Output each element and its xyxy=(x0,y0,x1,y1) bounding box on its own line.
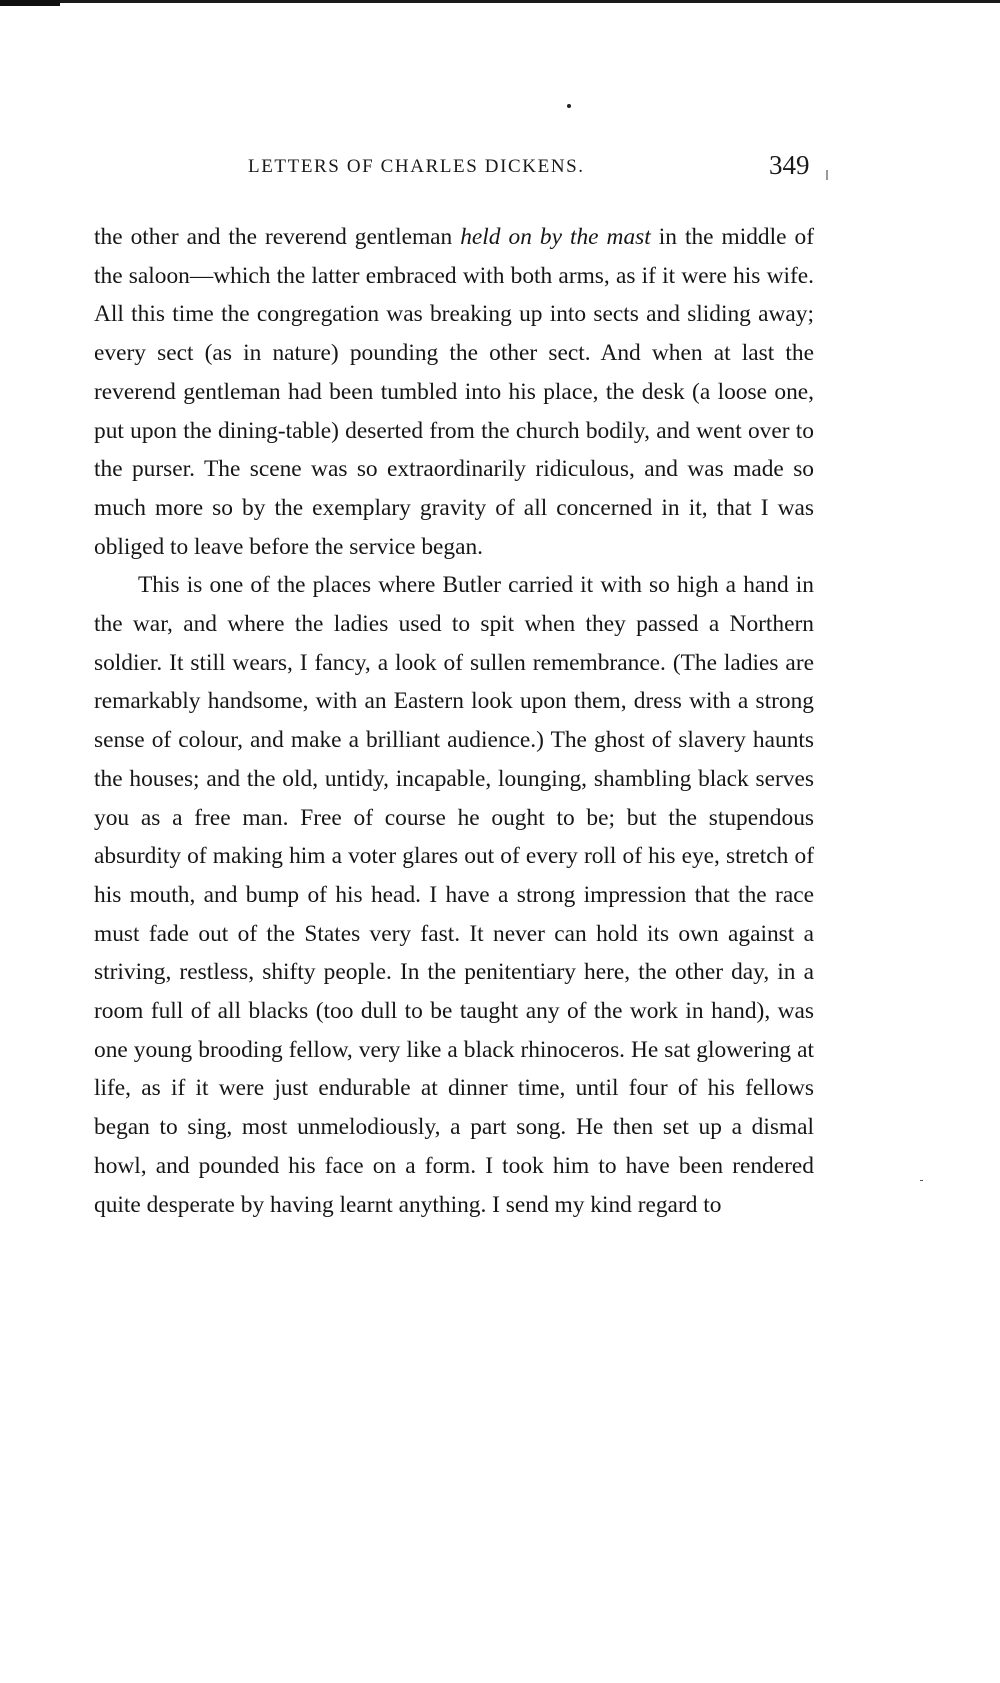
top-border-mark xyxy=(0,0,60,6)
paragraph-text: in the middle of the saloon—which the latter embraced with both arms, as if it were his wife. All this time the congregation was breaking up into sects and sliding away; every sect (as in nature) pounding the other sect. And when at last the reverend gentleman had been tumbled into his place, the desk (a loose one, put upon the dining-table) deserted from the church bodily, and went over to the purser. The scene was so extraordinarily ridiculous, and was made so much more so by the exemplary gravity of all concerned in it, that I was obliged to leave before the service began. xyxy=(94,224,814,560)
paragraph-text: the other and the reverend gentleman xyxy=(94,224,461,250)
italic-phrase: held on by the mast xyxy=(460,224,651,250)
body-text xyxy=(94,218,814,1224)
margin-mark xyxy=(826,170,828,180)
margin-mark xyxy=(920,1180,923,1181)
top-border-rule xyxy=(0,0,1000,8)
paragraph: This is one of the places where Butler carried it with so high a hand in the war, and where the ladies used to spit when they passed a Northern soldier. It still wears, I fancy, a look of sullen remembrance. (The ladies are remarkably handsome, with an Eastern look upon them, dress with a strong sense of colour, and make a brilliant audience.) The ghost of slavery haunts the houses; and the old, untidy, incapable, lounging, shambling black serves you as a free man. Free of course he ought to be; but the stupendous absurdity of making him a voter glares out of every roll of his eye, stretch of his mouth, and bump of his head. I have a strong impression that the race must fade out of the States very fast. It never can hold its own against a striving, restless, shifty people. In the penitentiary here, the other day, in a room full of all blacks (too dull to be taught any of the work in hand), was one young brooding fellow, very like a black rhinoceros. He sat glowering at life, as if it were just endurable at dinner time, until four of his fellows began to sing, most unmelodiously, a part song. He then set up a dismal howl, and pounded his face on a form. I took him to have been rendered quite desperate by having learnt anything. I send my kind regard to xyxy=(94,572,814,1218)
running-head-title: LETTERS OF CHARLES DICKENS. xyxy=(248,156,585,177)
page-number: 349 xyxy=(769,150,810,180)
paragraph-continued xyxy=(94,218,814,566)
ink-speck xyxy=(567,104,571,108)
